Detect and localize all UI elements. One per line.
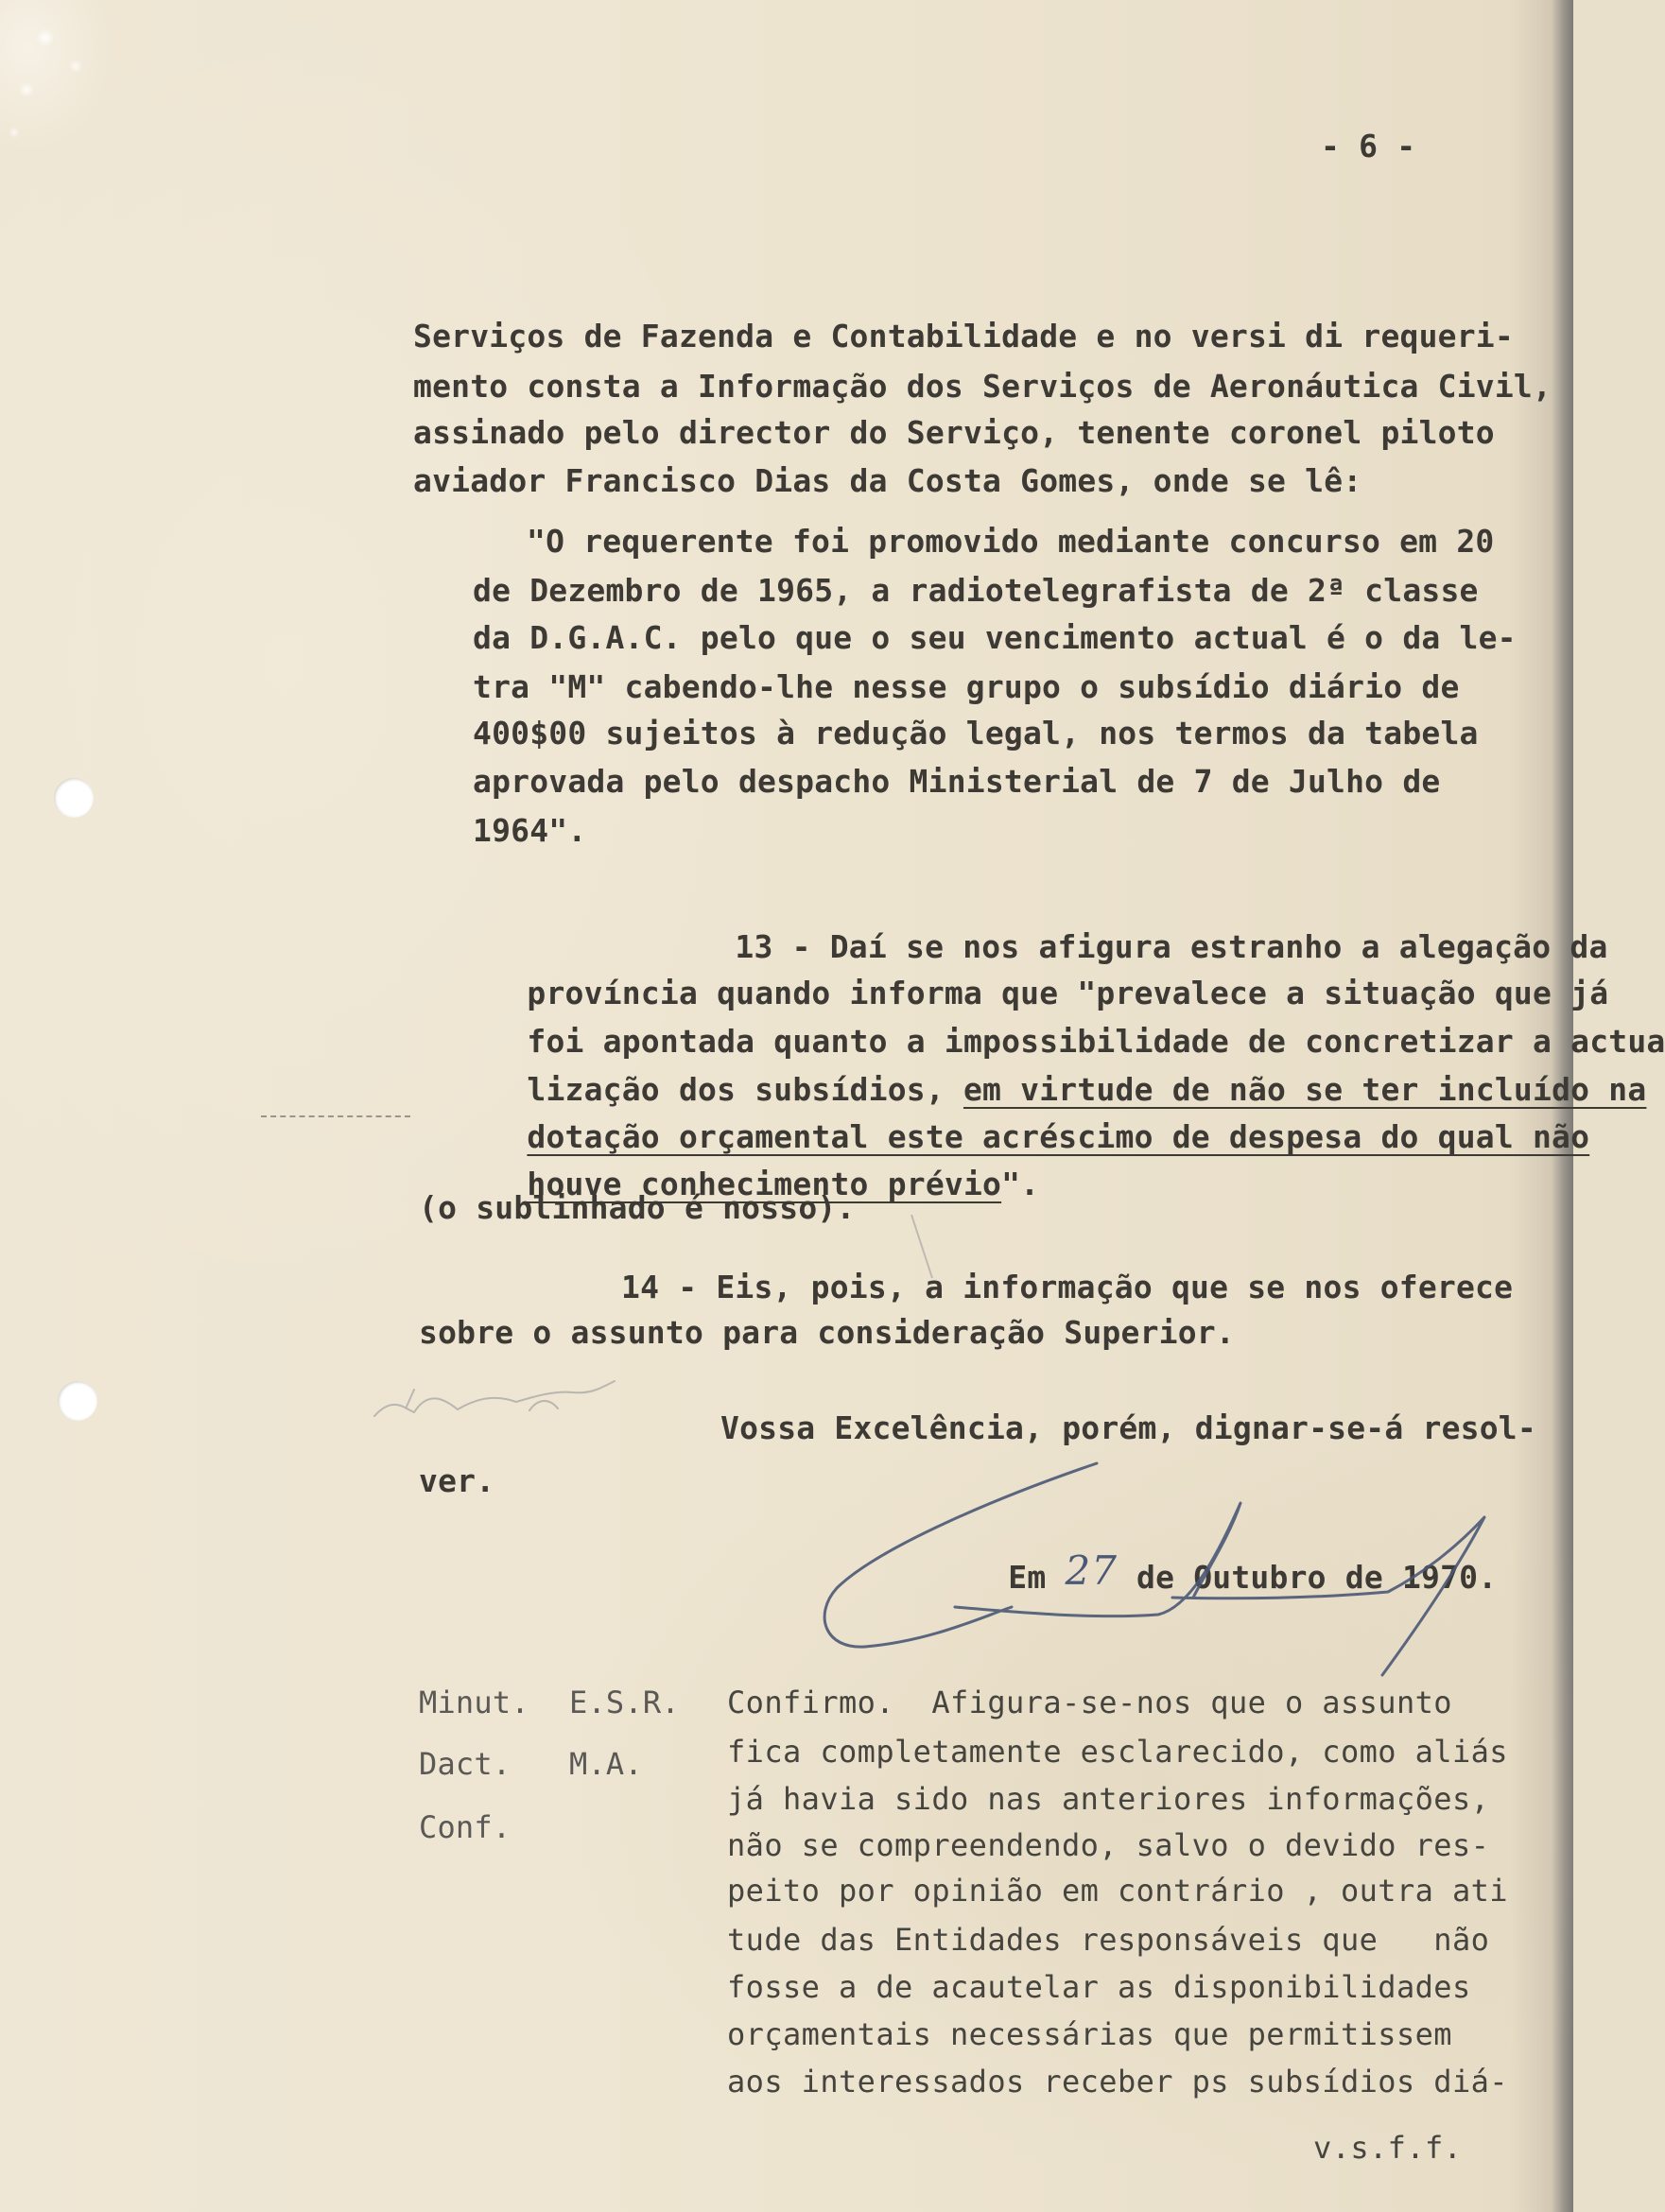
date-prefix: Em [1008,1559,1047,1596]
page-number: - 6 - [1321,128,1416,164]
confirmation-line: não se compreendendo, salvo o devido res- [727,1827,1490,1863]
paper-wear [0,0,142,161]
pencil-initials [374,1381,615,1416]
confirmation-line: já havia sido nas anteriores informações, [727,1781,1490,1817]
confirmation-line: fica completamente esclarecido, como aliás [727,1734,1508,1770]
reference-value: M.A. [569,1746,643,1782]
confirmation-line: orçamentais necessárias que permitissem [727,2016,1452,2052]
quote-line: 1964". [473,812,587,849]
text-segment: 13 - Daí se nos afigura estranho a alegação da [735,928,1608,965]
quote-line: de Dezembro de 1965, a radiotelegrafista de 2ª classe [473,572,1479,609]
confirmation-line: fosse a de acautelar as disponibilidades [727,1969,1471,2005]
underlined-segment: dotação orçamental este acréscimo de despesa do qual não [527,1118,1590,1155]
date-suffix: de Outubro de 1970. [1136,1559,1498,1596]
text-segment: lização dos subsídios, [527,1071,963,1108]
text-segment: ". [1001,1166,1040,1202]
paragraph-line: sobre o assunto para consideração Superior. [419,1314,1235,1351]
confirmation-line: tude das Entidades responsáveis que não [727,1922,1490,1958]
underline-note: (o sublinhado é nosso). [419,1189,856,1226]
continuation-mark: v.s.f.f. [1313,2130,1463,2166]
underlined-segment: em virtude de não se ter incluído na [963,1071,1647,1108]
margin-dash-line [261,1115,410,1117]
punch-hole-bottom [58,1381,97,1421]
quote-line: da D.G.A.C. pelo que o seu vencimento actual é o da le- [473,619,1517,656]
date-line [932,1518,1497,1634]
confirmation-line: peito por opinião em contrário , outra ati [727,1873,1508,1909]
quote-line: aprovada pelo despacho Ministerial de 7 de Julho de [473,763,1441,800]
reference-value: E.S.R. [569,1685,680,1720]
text-segment: foi apontada quanto a impossibilidade de concretizar a actua [527,1023,1665,1060]
closing-line: ver. [419,1462,495,1499]
quote-line: "O requerente foi promovido mediante concurso em 20 [527,523,1495,560]
paragraph-line: Serviços de Fazenda e Contabilidade e no versi di requeri- [413,318,1514,354]
closing-line: Vossa Excelência, porém, dignar-se-á resol- [720,1409,1536,1446]
confirmation-line: Confirmo. Afigura-se-nos que o assunto [727,1685,1452,1720]
reference-label: Dact. [419,1746,512,1782]
quote-line: tra "M" cabendo-lhe nesse grupo o subsídio diário de [473,668,1460,705]
paragraph-line: assinado pelo director do Serviço, tenente coronel piloto [413,414,1495,451]
paragraph-line: aviador Francisco Dias da Costa Gomes, onde se lê: [413,462,1362,499]
handwritten-day: 27 [1065,1547,1118,1594]
reference-label: Conf. [419,1809,512,1845]
paragraph-line: mento consta a Informação dos Serviços de Aeronáutica Civil, [413,368,1552,405]
underlined-segment: houve conhecimento prévio [527,1166,1002,1202]
paragraph-line: 14 - Eis, pois, a informação que se nos oferece [621,1269,1514,1305]
punch-hole-top [54,778,94,818]
reference-label: Minut. [419,1685,529,1720]
quote-line: 400$00 sujeitos à redução legal, nos termos da tabela [473,715,1479,752]
confirmation-line: aos interessados receber ps subsídios diá- [727,2064,1508,2100]
text-segment: província quando informa que "prevalece a situação que já [527,975,1609,1011]
